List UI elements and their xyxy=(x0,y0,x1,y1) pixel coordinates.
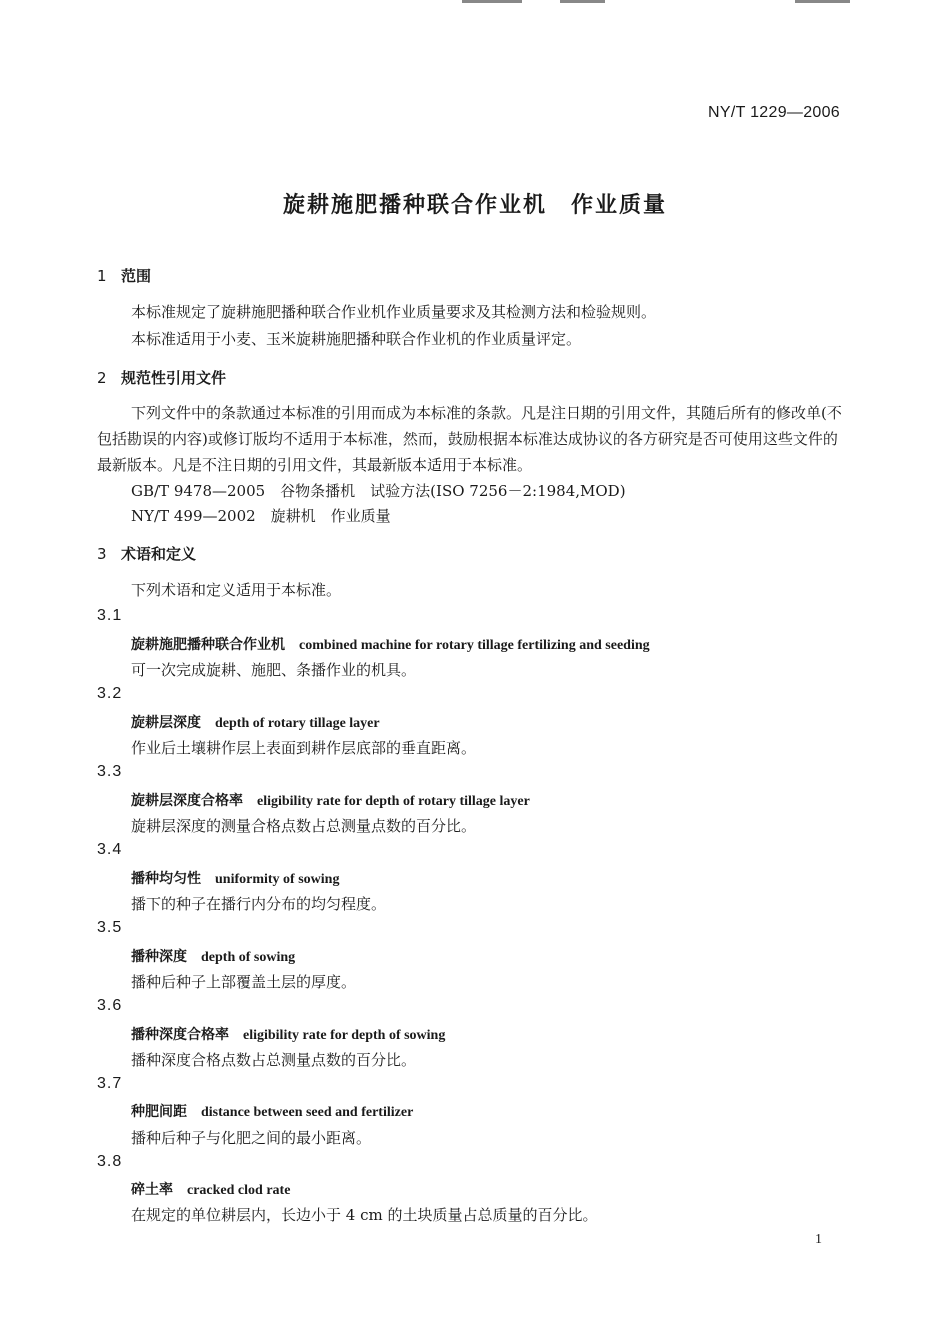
term-definition: 可一次完成旋耕、施肥、条播作业的机具。 xyxy=(131,661,417,679)
term-number: 3.2 xyxy=(97,685,123,702)
term-english: cracked clod rate xyxy=(187,1183,291,1198)
scan-artifact xyxy=(462,0,522,3)
term-number: 3.4 xyxy=(97,841,123,858)
term-number: 3.7 xyxy=(97,1075,123,1092)
term-english: depth of sowing xyxy=(201,950,296,965)
section-title: 范围 xyxy=(121,267,152,285)
term-number: 3.1 xyxy=(97,607,123,624)
section-title: 规范性引用文件 xyxy=(121,369,227,387)
term-heading xyxy=(131,868,339,888)
term-english: uniformity of sowing xyxy=(215,872,340,887)
term-number: 3.8 xyxy=(97,1153,123,1170)
standard-code: NY/T 1229—2006 xyxy=(708,104,840,121)
section-1-paragraph-2: 本标准适用于小麦、玉米旋耕施肥播种联合作业机的作业质量评定。 xyxy=(131,330,582,348)
term-chinese: 旋耕层深度 xyxy=(131,715,201,731)
section-3-paragraph: 下列术语和定义适用于本标准。 xyxy=(131,581,342,599)
reference-2: NY/T 499—2002 旋耕机 作业质量 xyxy=(131,507,391,525)
term-heading xyxy=(131,1024,445,1044)
term-number: 3.5 xyxy=(97,919,123,936)
term-definition: 播种后种子上部覆盖土层的厚度。 xyxy=(131,973,357,991)
term-definition: 旋耕层深度的测量合格点数占总测量点数的百分比。 xyxy=(131,817,477,835)
term-heading xyxy=(131,712,380,732)
section-3-heading xyxy=(97,543,196,564)
term-english: eligibility rate for depth of rotary tillage layer xyxy=(257,794,530,809)
section-1-paragraph-1: 本标准规定了旋耕施肥播种联合作业机作业质量要求及其检测方法和检验规则。 xyxy=(131,303,657,321)
term-chinese: 播种均匀性 xyxy=(131,871,201,887)
scan-artifact xyxy=(560,0,605,3)
term-heading xyxy=(131,634,650,654)
term-chinese: 旋耕层深度合格率 xyxy=(131,793,243,809)
term-definition: 播下的种子在播行内分布的均匀程度。 xyxy=(131,895,387,913)
section-2-paragraph: 下列文件中的条款通过本标准的引用而成为本标准的条款。凡是注日期的引用文件，其随后所有的修改单(不包括勘误的内容)或修订版均不适用于本标准，然而，鼓励根据本标准达成协议的各方研究是否可使用这些文件的最新版本。凡是不注日期的引用文件，其最新版本适用于本标准。 xyxy=(97,404,842,474)
section-number: 3 xyxy=(97,545,107,563)
term-heading xyxy=(131,946,295,966)
section-number: 2 xyxy=(97,369,107,387)
section-2-heading xyxy=(97,367,226,388)
term-heading xyxy=(131,1179,290,1199)
term-definition: 播种深度合格点数占总测量点数的百分比。 xyxy=(131,1051,417,1069)
section-1-heading xyxy=(97,265,151,286)
term-definition: 作业后土壤耕作层上表面到耕作层底部的垂直距离。 xyxy=(131,739,477,757)
reference-1: GB/T 9478—2005 谷物条播机 试验方法(ISO 7256－2:1984,MOD) xyxy=(131,482,626,500)
term-heading xyxy=(131,790,530,810)
term-chinese: 种肥间距 xyxy=(131,1104,187,1120)
term-definition: 播种后种子与化肥之间的最小距离。 xyxy=(131,1129,372,1147)
term-english: combined machine for rotary tillage fertilizing and seeding xyxy=(299,638,650,653)
section-number: 1 xyxy=(97,267,107,285)
term-chinese: 碎土率 xyxy=(131,1182,173,1198)
scan-artifact xyxy=(795,0,850,3)
page-number: 1 xyxy=(815,1232,822,1247)
section-title: 术语和定义 xyxy=(121,545,197,563)
term-chinese: 旋耕施肥播种联合作业机 xyxy=(131,637,285,653)
term-english: eligibility rate for depth of sowing xyxy=(243,1028,446,1043)
term-chinese: 播种深度合格率 xyxy=(131,1027,229,1043)
term-heading xyxy=(131,1101,413,1121)
term-english: depth of rotary tillage layer xyxy=(215,716,380,731)
term-number: 3.6 xyxy=(97,997,123,1014)
term-chinese: 播种深度 xyxy=(131,949,187,965)
term-number: 3.3 xyxy=(97,763,123,780)
document-title: 旋耕施肥播种联合作业机 作业质量 xyxy=(282,193,667,218)
term-english: distance between seed and fertilizer xyxy=(201,1105,414,1120)
term-definition: 在规定的单位耕层内，长边小于 4 cm 的土块质量占总质量的百分比。 xyxy=(131,1206,598,1224)
